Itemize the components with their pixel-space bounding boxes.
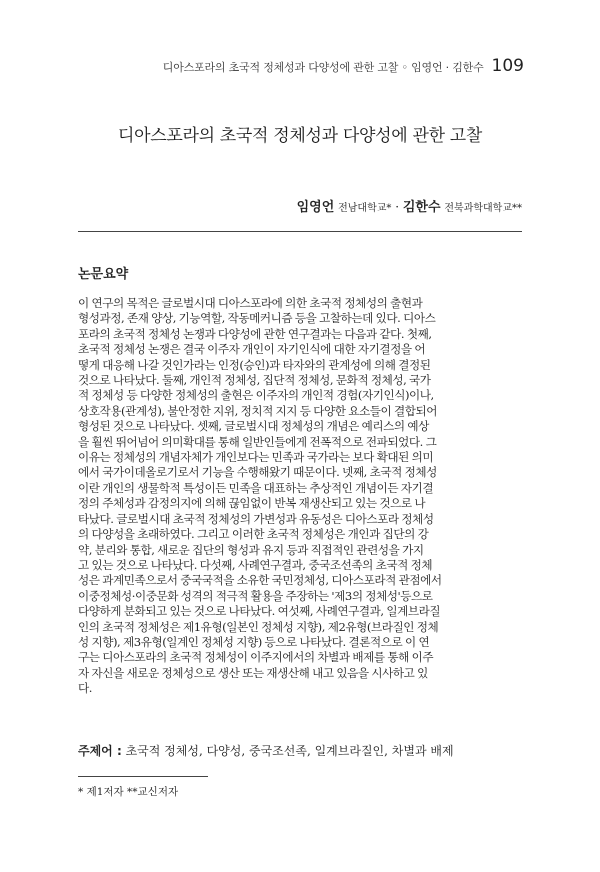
abstract-line: 이유는 정체성의 개념자체가 개인보다는 민족과 국가라는 보다 확대된 의미 xyxy=(78,450,434,465)
abstract-line: 고 있는 것으로 나타났다. 다섯째, 사례연구결과, 중국조선족의 초국적 정체 xyxy=(78,557,433,572)
author-name: 임영언 xyxy=(296,200,335,215)
abstract-line: 의 다양성을 초래하였다. 그리고 이러한 초국적 정체성은 개인과 집단의 강 xyxy=(78,527,429,542)
keywords-text: 초국적 정체성, 다양성, 중국조선족, 일계브라질인, 차별과 배제 xyxy=(125,744,454,758)
abstract-line: 자 자신을 새로운 정체성으로 생산 또는 재생산해 내고 있음을 시사하고 있 xyxy=(78,665,428,680)
footnote-divider xyxy=(78,776,208,777)
abstract-line: 포라의 초국적 정체성 논쟁과 다양성에 관한 연구결과는 다음과 같다. 첫째, xyxy=(78,326,432,341)
running-title: 디아스포라의 초국적 정체성과 다양성에 관한 고찰 ◦ 임영언 · 김한수 xyxy=(162,61,484,74)
abstract-line: 인의 초국적 정체성은 제1유형(일본인 정체성 지향), 제2유형(브라질인 정체 xyxy=(78,619,439,634)
abstract-line: 초국적 정체성 논쟁은 결국 이주자 개인이 자기인식에 대한 자기결정을 어 xyxy=(78,342,426,357)
abstract-line: 다. xyxy=(78,681,92,696)
abstract-line: 이중정체성·이중문화 성격의 적극적 활용을 주장하는 '제3의 정체성'등으로 xyxy=(78,588,433,603)
abstract-line: 적 정체성 등 다양한 정체성의 출현은 이주자의 개인적 경험(자기인식)이나, xyxy=(78,388,434,403)
abstract-line: 이 연구의 목적은 글로벌시대 디아스포라에 의한 초국적 정체성의 출현과 xyxy=(78,296,423,310)
abstract-line: 성은 과계민족으로서 중국국적을 소유한 국민정체성, 디아스포라적 관점에서 xyxy=(78,573,442,588)
abstract-line: 을 훨씬 뛰어넘어 의미확대를 통해 일반인들에게 전폭적으로 전파되었다. 그 xyxy=(78,434,437,449)
author-affiliation: 전북과학대학교** xyxy=(444,203,522,214)
abstract-line: 것으로 나타났다. 둘째, 개인적 정체성, 집단적 정체성, 문화적 정체성, 국가 xyxy=(78,373,431,388)
abstract-line: 형성된 것으로 나타났다. 셋째, 글로벌시대 정체성의 개념은 예리스의 예상 xyxy=(78,419,429,434)
author-affiliation: 전남대학교* xyxy=(338,203,392,214)
abstract-line: 정의 주체성과 감정의지에 의해 끊임없이 반복 재생산되고 있는 것으로 나 xyxy=(78,496,426,511)
abstract-line: 성 지향), 제3유형(일계인 정체성 지향) 등으로 나타났다. 결론적으로 이 연 xyxy=(78,634,430,649)
keywords xyxy=(78,742,454,759)
abstract-line: 약, 분리와 통합, 새로운 집단의 형성과 유지 등과 직접적인 관련성을 가지 xyxy=(78,542,424,557)
title-divider xyxy=(78,231,522,232)
abstract-line: 이란 개인의 생물학적 특성이든 민족을 대표하는 추상적인 개념이든 자기결 xyxy=(78,480,434,495)
abstract-line: 구는 디아스포라의 초국적 정체성이 이주지에서의 차별과 배제를 통해 이주 xyxy=(78,650,434,665)
abstract-body xyxy=(78,296,524,697)
page-number: 109 xyxy=(491,56,524,76)
abstract-line: 형성과정, 존재 양상, 기능역할, 작동메커니즘 등을 고찰하는데 있다. 디아스 xyxy=(78,311,436,326)
running-header xyxy=(163,56,524,76)
abstract-heading: 논문요약 xyxy=(78,267,129,282)
abstract-line: 에서 국가이데올로기로서 기능을 수행해왔기 때문이다. 넷째, 초국적 정체성 xyxy=(78,465,437,480)
abstract-line: 상호작용(관계성), 불안정한 지위, 정치적 지지 등 다양한 요소들이 결합되어 xyxy=(78,403,437,418)
abstract-line: 타났다. 글로벌시대 초국적 정체성의 가변성과 유동성은 디아스포라 정체성 xyxy=(78,511,434,526)
paper-title: 디아스포라의 초국적 정체성과 다양성에 관한 고찰 xyxy=(117,126,483,146)
author-name: 김한수 xyxy=(402,200,441,215)
author-line xyxy=(297,196,522,215)
abstract-line: 떻게 대응해 나갈 것인가라는 인정(승인)과 타자와의 관계성에 의해 결정된 xyxy=(78,357,431,372)
footnote: * 제1저자 **교신저자 xyxy=(78,786,179,798)
abstract-line: 다양하게 분화되고 있는 것으로 나타났다. 여섯째, 사례연구결과, 일계브라질 xyxy=(78,604,441,619)
author-separator: · xyxy=(391,200,403,214)
keywords-label: 주제어 : xyxy=(78,744,122,758)
